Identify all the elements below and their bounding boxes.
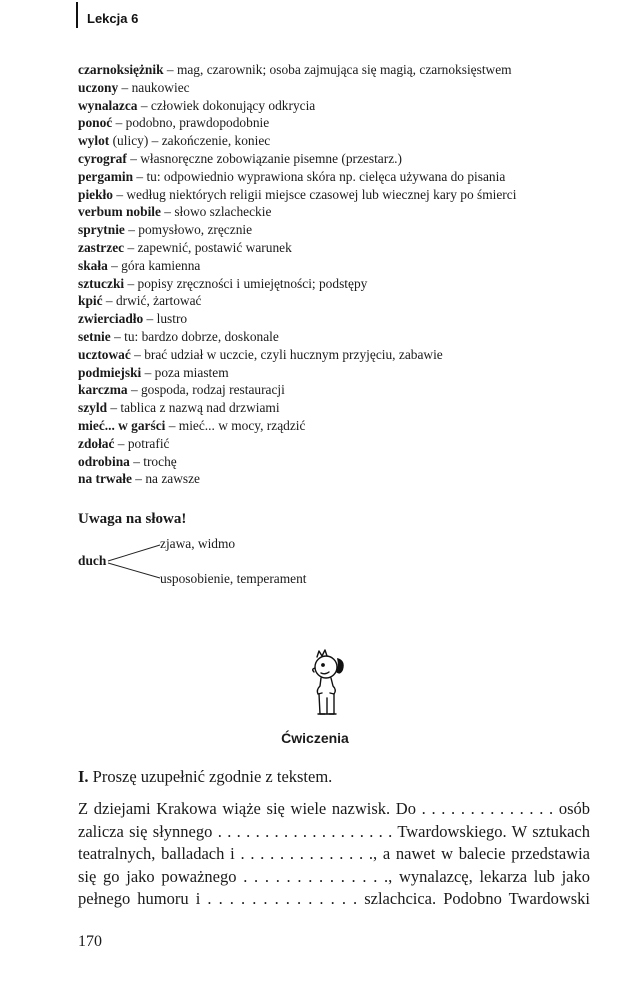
glossary-definition: naukowiec	[131, 79, 190, 95]
glossary-term-note: (ulicy)	[109, 133, 149, 149]
exercise-number: I.	[78, 767, 89, 786]
glossary-definition: lustro	[156, 311, 188, 327]
word-note-title: Uwaga na słowa!	[78, 511, 187, 527]
exercise-text	[78, 798, 590, 911]
glossary-entry: szyld – tablica z nazwą nad drzwiami	[78, 400, 280, 416]
glossary-entry: czarnoksiężnik – mag, czarownik; osoba zajmująca się magią, czarnoksięstwem	[78, 62, 512, 77]
glossary-entry: wynalazca – człowiek dokonujący odkrycia	[78, 97, 316, 113]
exercise-line: Z dziejami Krakowa wiąże się wiele nazwisk. Do . . . . . . . . . . . . . . osób	[78, 799, 590, 818]
glossary-term: karczma	[78, 382, 128, 398]
glossary-definition: pomysłowo, zręcznie	[138, 222, 253, 238]
glossary-definition: człowiek dokonujący odkrycia	[150, 97, 316, 113]
exercise-line: teatralnych, balladach i . . . . . . . . . . . . . ., a nawet w balecie przedstawia	[78, 844, 590, 863]
section-title: Ćwiczenia	[281, 730, 349, 746]
glossary-term: skała	[78, 257, 108, 273]
glossary-definition: tu: bardzo dobrze, doskonale	[124, 328, 279, 344]
glossary-definition: słowo szlacheckie	[174, 204, 272, 220]
glossary-definition: tu: odpowiednio wyprawiona skóra np. cielęca używana do pisania	[146, 168, 506, 184]
glossary-definition: zakończenie, koniec	[161, 133, 271, 149]
glossary-term: na trwałe	[78, 471, 132, 487]
glossary-entry: verbum nobile – słowo szlacheckie	[78, 204, 272, 220]
glossary-term: wynalazca	[78, 97, 138, 113]
glossary-term: uczony	[78, 79, 119, 95]
glossary-term: sprytnie	[78, 222, 125, 238]
glossary-entry: sztuczki – popisy zręczności i umiejętności; podstępy	[78, 275, 368, 291]
glossary-term: zwierciadło	[78, 311, 144, 327]
glossary-term: podmiejski	[78, 364, 142, 380]
glossary-entry: na trwałe – na zawsze	[78, 471, 200, 487]
glossary-definition: mieć... w mocy, rządzić	[178, 417, 306, 433]
glossary-term: czarnoksiężnik	[78, 62, 164, 77]
glossary-definition: według niektórych religii miejsce czasowej lub wiecznej kary po śmierci	[126, 186, 517, 202]
word-note-root: duch	[78, 553, 107, 568]
exercise-line: zalicza się słynnego . . . . . . . . . . . . . . . . . . . Twardowskiego. W sztukach	[78, 821, 590, 841]
glossary-entry: podmiejski – poza miastem	[78, 364, 229, 380]
glossary-term: ponoć	[78, 115, 113, 131]
exercise-heading	[78, 767, 332, 787]
glossary-entry: kpić – drwić, żartować	[78, 293, 202, 309]
glossary-definition: tablica z nazwą nad drzwiami	[120, 400, 280, 416]
word-note-meaning-1: zjawa, widmo	[160, 536, 236, 551]
glossary-entry: cyrograf – własnoręczne zobowiązanie pisemne (przestarz.)	[78, 150, 402, 166]
glossary-term: wylot	[78, 133, 110, 149]
glossary-entry: wylot (ulicy) – zakończenie, koniec	[78, 133, 271, 149]
glossary-entry: skała – góra kamienna	[78, 257, 201, 273]
glossary-term: verbum nobile	[78, 204, 161, 220]
glossary-term: cyrograf	[78, 150, 127, 166]
glossary-entry: uczony – naukowiec	[78, 79, 190, 95]
glossary-term: zdołać	[78, 435, 115, 451]
glossary-definition: własnoręczne zobowiązanie pisemne (przestarz.)	[140, 150, 402, 166]
glossary-definition: zapewnić, postawić warunek	[137, 239, 292, 255]
exercise-line: się go jako poważnego . . . . . . . . . . . . . ., wynalazcę, lekarza lub jako	[78, 866, 590, 886]
glossary-definition: gospoda, rodzaj restauracji	[140, 382, 285, 398]
glossary-definition: podobno, prawdopodobnie	[125, 115, 270, 131]
glossary-entry: ucztować – brać udział w uczcie, czyli hucznym przyjęciu, zabawie	[78, 346, 443, 362]
lesson-header: Lekcja 6	[87, 11, 139, 26]
glossary-definition: potrafić	[127, 435, 170, 451]
glossary-definition: poza miastem	[154, 364, 229, 380]
glossary-term: odrobina	[78, 453, 130, 469]
exercise-line: pełnego humoru i . . . . . . . . . . . . . . szlachcica. Podobno Twardowski	[78, 889, 590, 908]
glossary-entry: ponoć – podobno, prawdopodobnie	[78, 115, 270, 131]
glossary-definition: popisy zręczności i umiejętności; podstępy	[137, 275, 368, 291]
glossary-entry: sprytnie – pomysłowo, zręcznie	[78, 222, 253, 238]
glossary-entry: odrobina – trochę	[78, 453, 177, 469]
glossary-term: zastrzec	[78, 239, 125, 255]
glossary-term: setnie	[78, 328, 111, 344]
glossary-definition: mag, czarownik; osoba zajmująca się magią, czarnoksięstwem	[176, 62, 512, 77]
glossary-entry: piekło – według niektórych religii miejsce czasowej lub wiecznej kary po śmierci	[78, 186, 517, 202]
glossary-definition: góra kamienna	[121, 257, 201, 273]
exercise-instruction: Proszę uzupełnić zgodnie z tekstem.	[92, 767, 333, 786]
glossary-entry: zwierciadło – lustro	[78, 311, 188, 327]
glossary-definition: brać udział w uczcie, czyli hucznym przyjęciu, zabawie	[144, 346, 443, 362]
glossary-definition: na zawsze	[145, 471, 200, 487]
glossary-term: kpić	[78, 293, 103, 309]
glossary-entry: pergamin – tu: odpowiednio wyprawiona skóra np. cielęca używana do pisania	[78, 168, 506, 184]
glossary-term: piekło	[78, 186, 113, 202]
glossary-term: sztuczki	[78, 275, 125, 291]
glossary-term: mieć... w garści	[78, 417, 166, 433]
glossary-entry: zastrzec – zapewnić, postawić warunek	[78, 239, 292, 255]
word-note-meaning-2: usposobienie, temperament	[160, 571, 307, 586]
thinking-character-icon	[306, 648, 352, 722]
glossary-term: pergamin	[78, 168, 134, 184]
glossary-entry: mieć... w garści – mieć... w mocy, rządzić	[78, 417, 306, 433]
glossary-definition: drwić, żartować	[115, 293, 202, 309]
glossary-entry: zdołać – potrafić	[78, 435, 170, 451]
glossary-term: ucztować	[78, 346, 131, 362]
page-number: 170	[78, 933, 102, 950]
glossary-definition: trochę	[143, 453, 177, 469]
glossary-term: szyld	[78, 400, 108, 416]
glossary-entry: setnie – tu: bardzo dobrze, doskonale	[78, 328, 279, 344]
glossary-entry: karczma – gospoda, rodzaj restauracji	[78, 382, 285, 398]
